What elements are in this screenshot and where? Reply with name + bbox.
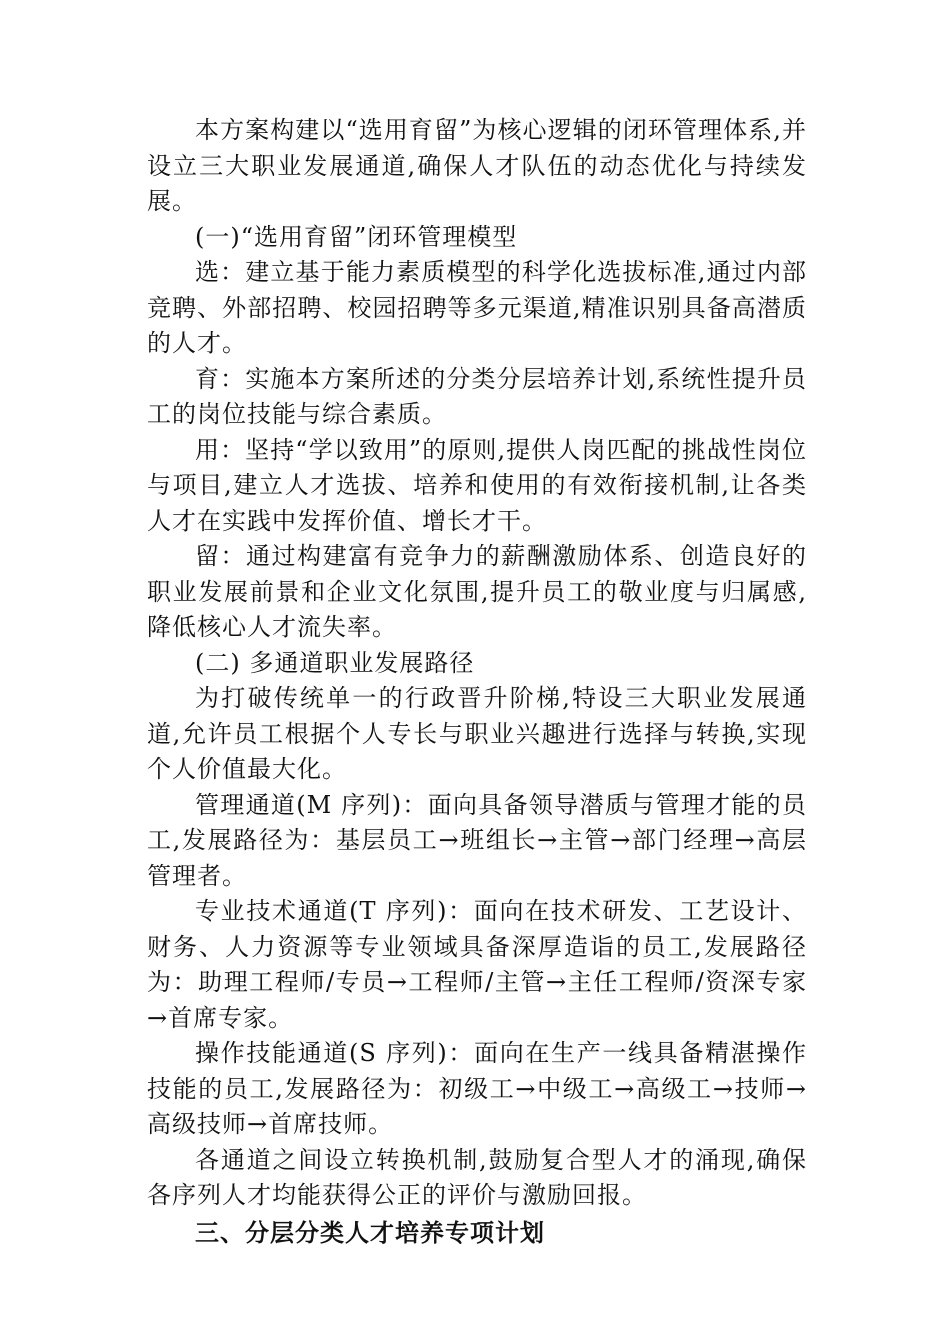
paragraph-technical-track: 专业技术通道(T 序列)：面向在技术研发、工艺设计、财务、人力资源等专业领域具备深厚造诣的员工,发展路径为：助理工程师/专员→工程师/主管→主任工程师/资深专家→首席专家。	[147, 897, 807, 1032]
paragraph-skills-track: 操作技能通道(S 序列)：面向在生产一线具备精湛操作技能的员工,发展路径为：初级工→中级工→高级工→技师→高级技师→首席技师。	[147, 1039, 807, 1138]
paragraph-cultivate: 育：实施本方案所述的分类分层培养计划,系统性提升员工的岗位技能与综合素质。	[147, 364, 807, 428]
paragraph-select: 选：建立基于能力素质模型的科学化选拔标准,通过内部竞聘、外部招聘、校园招聘等多元渠道,精准识别具备高潜质的人才。	[147, 258, 807, 357]
intro-paragraph: 本方案构建以“选用育留”为核心逻辑的闭环管理体系,并设立三大职业发展通道,确保人才队伍的动态优化与持续发展。	[147, 116, 807, 215]
paragraph-career-intro: 为打破传统单一的行政晋升阶梯,特设三大职业发展通道,允许员工根据个人专长与职业兴趣进行选择与转换,实现个人价值最大化。	[147, 684, 807, 783]
paragraph-retain: 留：通过构建富有竞争力的薪酬激励体系、创造良好的职业发展前景和企业文化氛围,提升员工的敬业度与归属感,降低核心人才流失率。	[147, 542, 807, 641]
paragraph-management-track: 管理通道(M 序列)：面向具备领导潜质与管理才能的员工,发展路径为：基层员工→班组长→主管→部门经理→高层管理者。	[147, 790, 807, 890]
document-page	[147, 113, 807, 1251]
paragraph-track-conversion: 各通道之间设立转换机制,鼓励复合型人才的涌现,确保各序列人才均能获得公正的评价与激励回报。	[147, 1145, 807, 1209]
paragraph-use: 用：坚持“学以致用”的原则,提供人岗匹配的挑战性岗位与项目,建立人才选拔、培养和使用的有效衔接机制,让各类人才在实践中发挥价值、增长才干。	[147, 435, 807, 535]
chapter-heading-training-plan: 三、分层分类人才培养专项计划	[195, 1218, 545, 1247]
section-heading-career-paths: (二) 多通道职业发展路径	[195, 648, 475, 677]
section-heading-closed-loop-model: (一)“选用育留”闭环管理模型	[195, 222, 518, 251]
